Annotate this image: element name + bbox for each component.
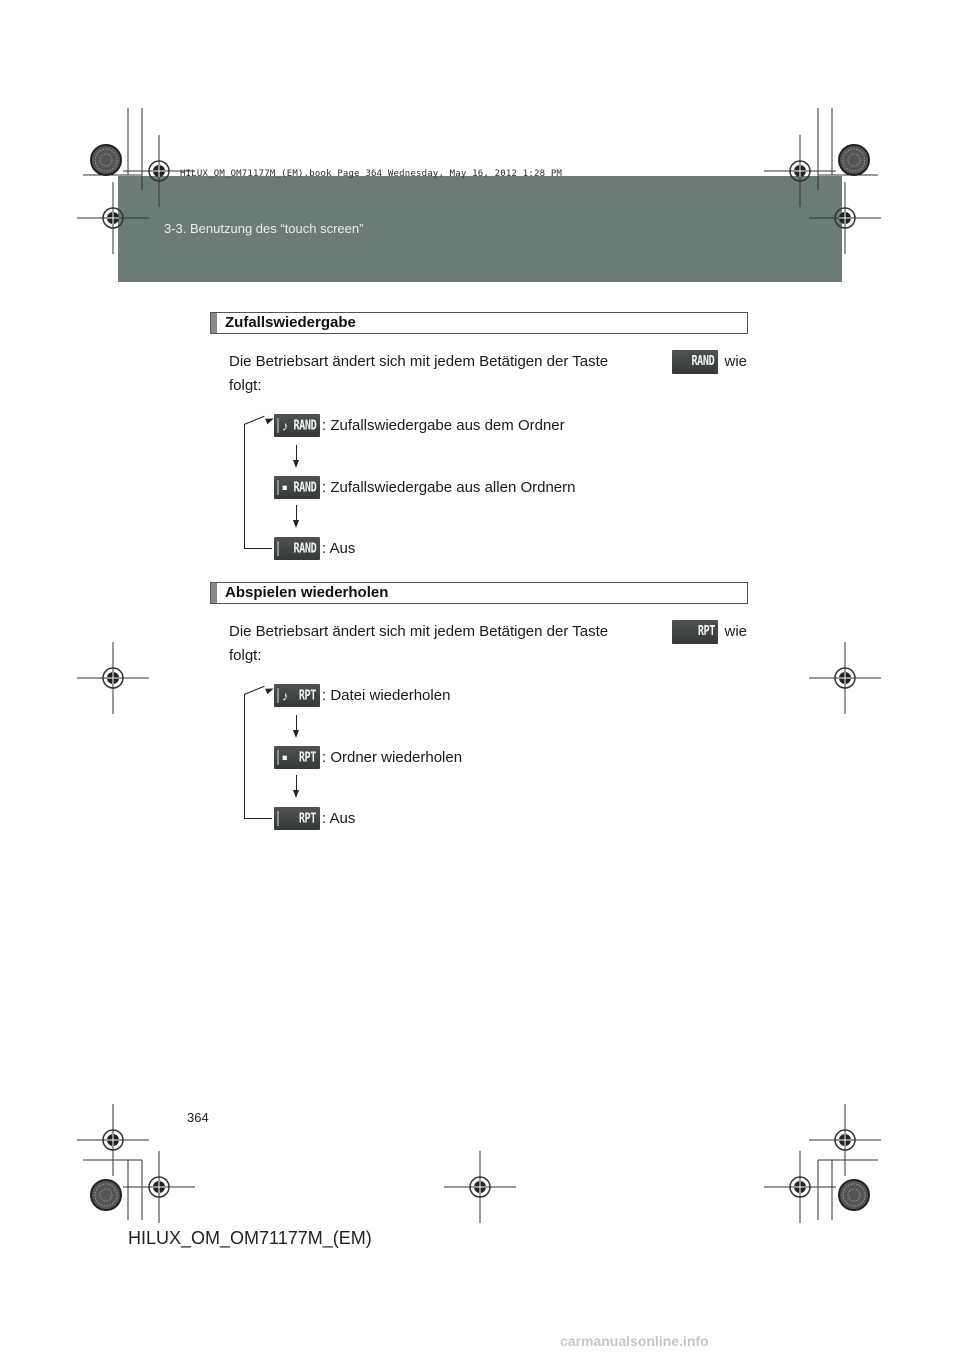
music-note-icon: ♪ <box>282 418 289 433</box>
heading-bar <box>211 313 217 333</box>
arrow-down-icon <box>293 520 299 528</box>
section-heading-shuffle <box>210 312 748 334</box>
section-intro <box>229 350 747 398</box>
option-text: : Aus <box>322 540 356 557</box>
option-text: : Datei wiederholen <box>322 687 451 704</box>
option-text: : Aus <box>322 810 356 827</box>
section-title: Abspielen wiederholen <box>225 584 389 601</box>
intro-text-end: wie <box>724 623 747 640</box>
section-intro <box>229 620 747 668</box>
rpt-file-button <box>274 684 320 707</box>
intro-text: Die Betriebsart ändert sich mit jedem Betätigen der Taste <box>229 353 609 370</box>
book-info: HILUX_OM_OM71177M_(EM).book Page 364 Wednesday, May 16, 2012 1:28 PM <box>180 169 563 179</box>
page-number: 364 <box>187 1110 209 1125</box>
flow-line <box>296 715 297 731</box>
cycle-line <box>244 424 245 549</box>
flow-line <box>296 775 297 791</box>
rpt-off-button <box>274 807 320 830</box>
button-label: RPT <box>298 750 316 765</box>
option-row <box>274 807 355 830</box>
button-label: RPT <box>697 624 715 639</box>
arrow-down-icon <box>293 460 299 468</box>
cycle-line <box>244 694 245 819</box>
intro-text: Die Betriebsart ändert sich mit jedem Betätigen der Taste <box>229 623 609 640</box>
arrow-down-icon <box>293 790 299 798</box>
button-label: RPT <box>298 811 316 826</box>
watermark-link[interactable]: carmanualsonline.info <box>560 1333 709 1349</box>
flow-line <box>296 505 297 521</box>
rand-off-button <box>274 537 320 560</box>
option-row <box>274 414 565 437</box>
section-heading-repeat <box>210 582 748 604</box>
cycle-line <box>244 548 272 549</box>
document-id: HILUX_OM_OM71177M_(EM) <box>128 1228 372 1248</box>
music-note-icon: ♪ <box>282 688 289 703</box>
flow-line <box>296 445 297 461</box>
folder-icon: ■ <box>282 752 288 762</box>
button-label: RPT <box>298 688 316 703</box>
indicator-bar <box>277 418 279 433</box>
option-text: : Zufallswiedergabe aus allen Ordnern <box>322 479 576 496</box>
rpt-folder-button <box>274 746 320 769</box>
option-row <box>274 746 462 769</box>
cycle-line <box>244 818 272 819</box>
folder-icon: ■ <box>282 482 288 492</box>
indicator-bar <box>277 688 279 703</box>
option-row <box>274 537 355 560</box>
rand-all-button <box>274 476 320 499</box>
intro-text-line2: folgt: <box>229 647 262 664</box>
heading-bar <box>211 583 217 603</box>
indicator-bar <box>277 750 279 765</box>
button-label: RAND <box>293 418 316 433</box>
chapter-title: 3-3. Benutzung des “touch screen” <box>164 221 364 236</box>
indicator-bar <box>277 811 279 826</box>
button-label: RAND <box>293 480 316 495</box>
indicator-bar <box>277 480 279 495</box>
option-text: : Ordner wiederholen <box>322 749 463 766</box>
button-label: RAND <box>691 354 715 369</box>
rand-button[interactable] <box>672 350 718 374</box>
intro-text-end: wie <box>724 353 747 370</box>
intro-text-line2: folgt: <box>229 377 262 394</box>
arrow-down-icon <box>293 730 299 738</box>
indicator-bar <box>277 541 279 556</box>
rpt-button[interactable] <box>672 620 718 644</box>
option-text: : Zufallswiedergabe aus dem Ordner <box>322 417 565 434</box>
option-row <box>274 476 575 499</box>
option-row <box>274 684 450 707</box>
rand-folder-button <box>274 414 320 437</box>
section-title: Zufallswiedergabe <box>225 314 356 331</box>
button-label: RAND <box>293 541 316 556</box>
